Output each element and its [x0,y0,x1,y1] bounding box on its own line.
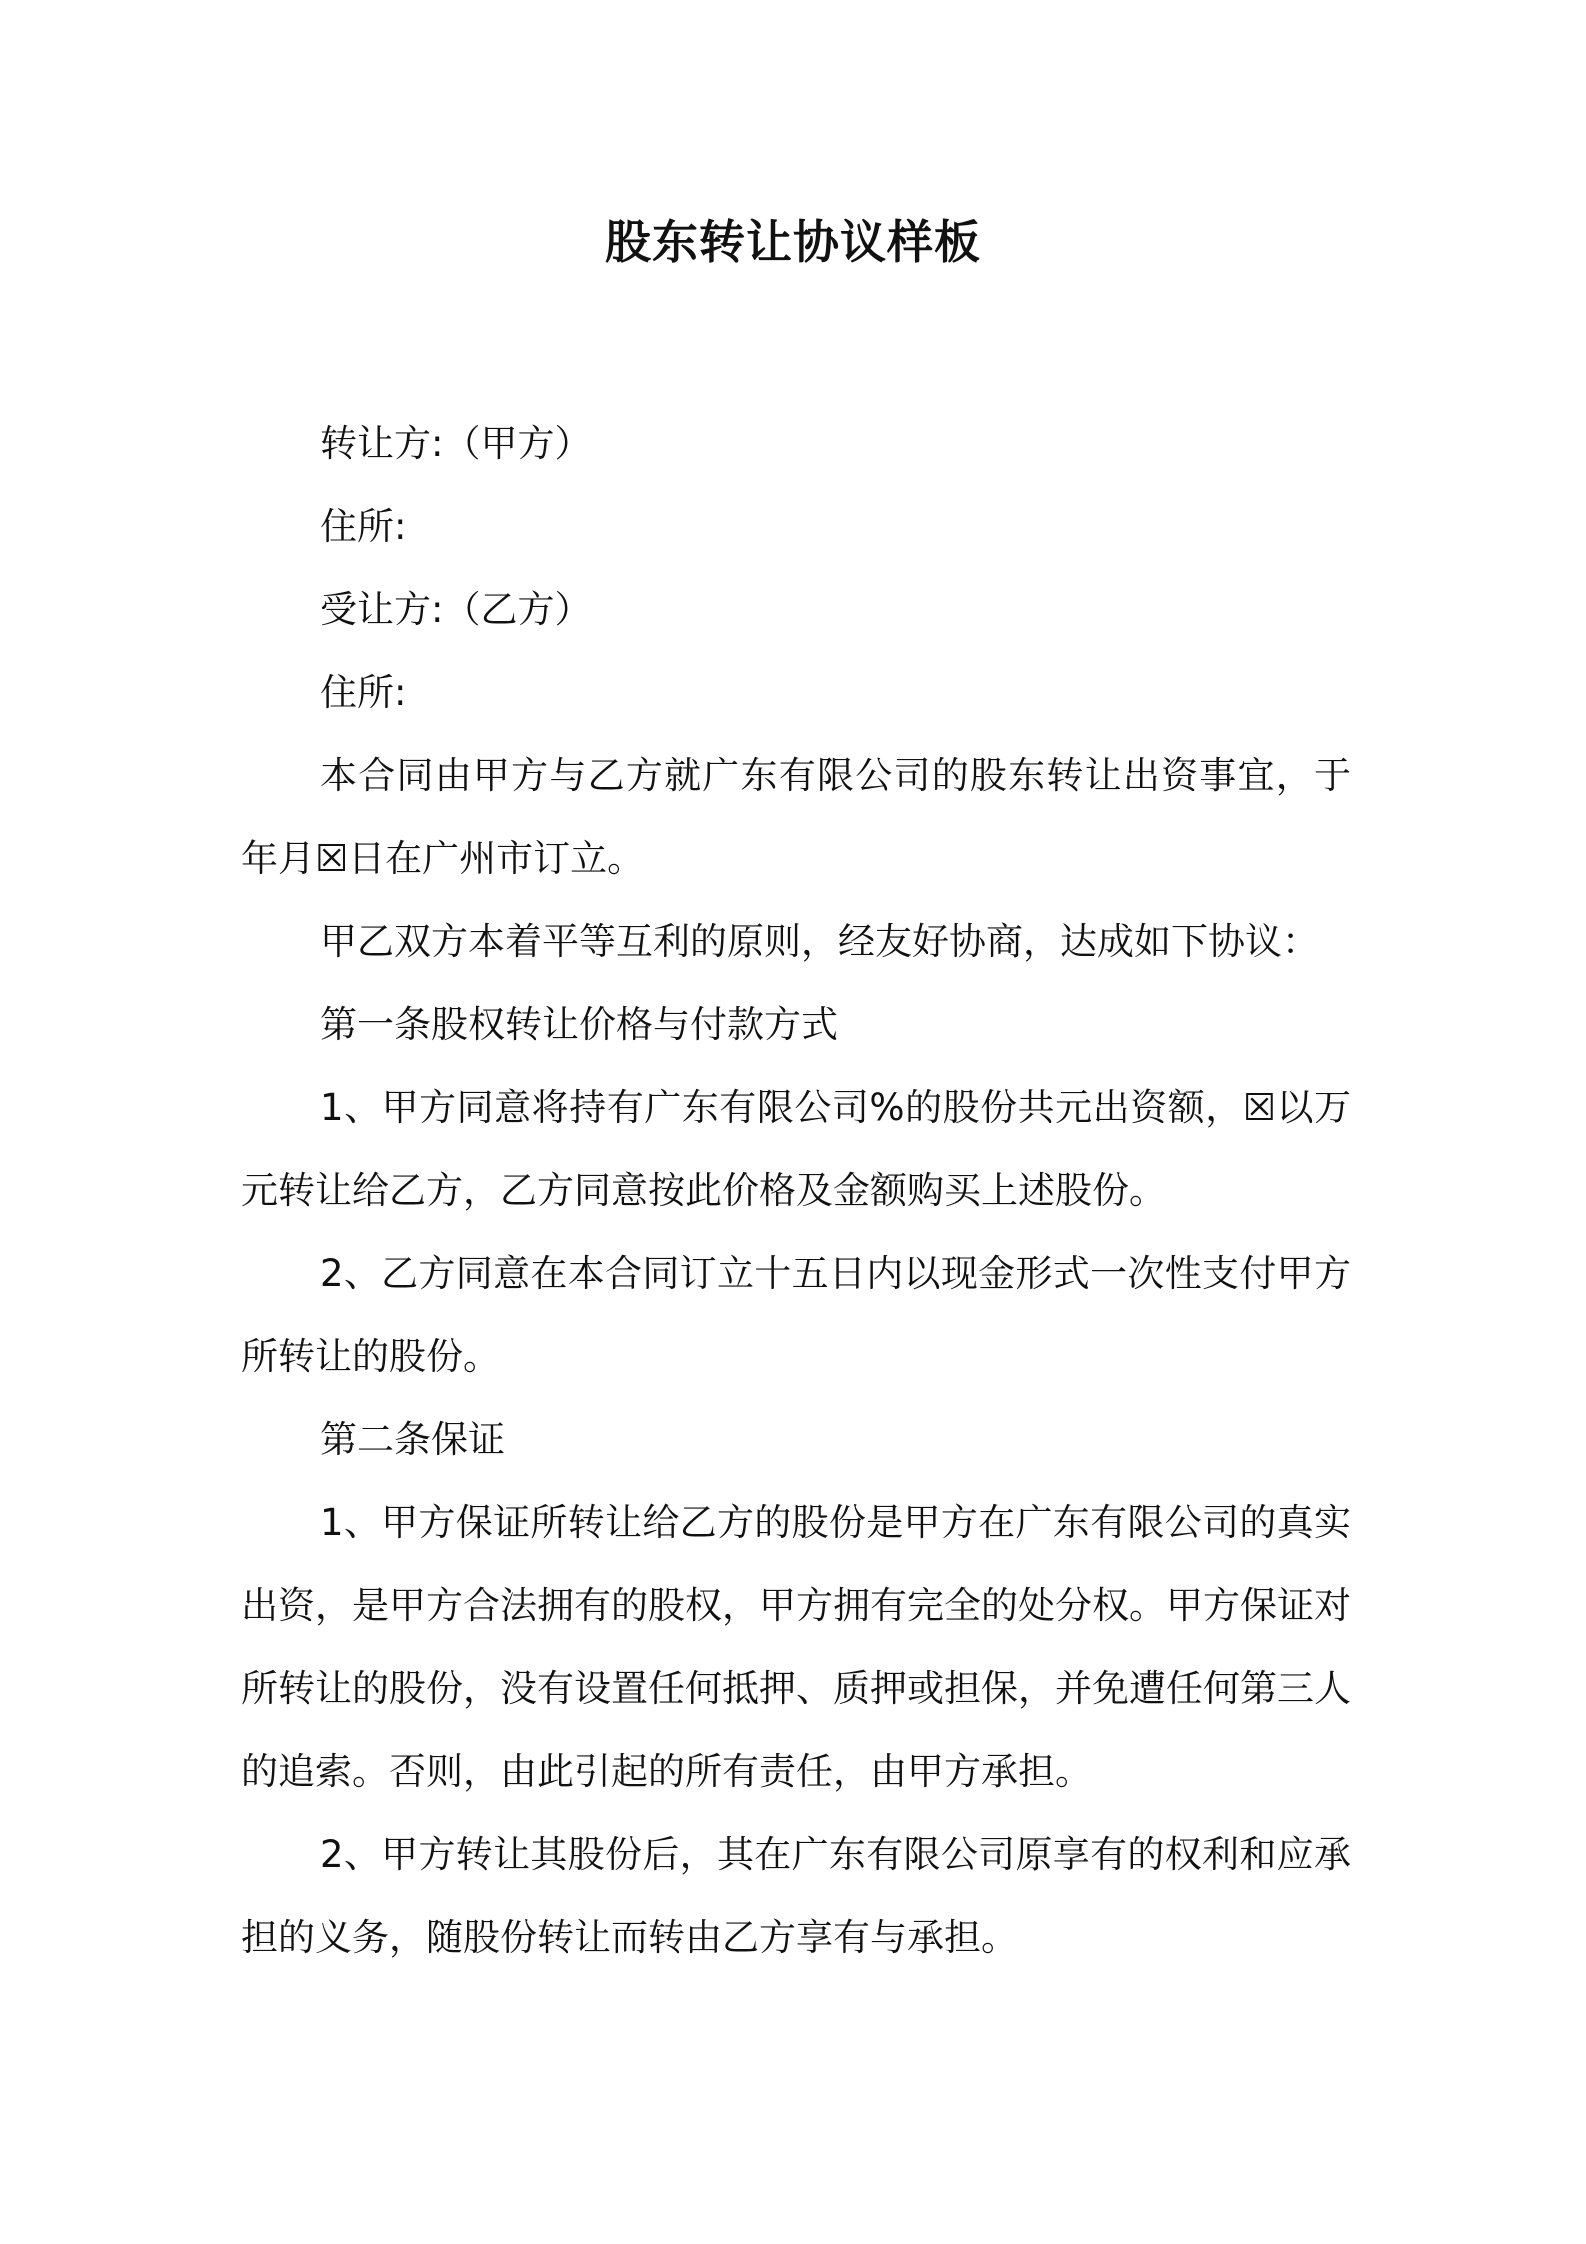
document-title: 股东转让协议样板 [605,215,981,269]
transferee-line: 受让方:（乙方） [320,588,592,631]
article-two-heading: 第二条保证 [320,1418,505,1461]
transferee-address-line: 住所: [320,671,407,714]
article-one-heading: 第一条股权转让价格与付款方式 [320,1003,838,1046]
article-two-item-2: 2、甲方转让其股份后，其在广东有限公司原享有的权利和应承担的义务，随股份转让而转由乙方享有与承担。 [241,1833,1351,1959]
article-one-item-1: 1、甲方同意将持有广东有限公司%的股份共元出资额，☒以万元转让给乙方，乙方同意按此价格及金额购买上述股份。 [241,1086,1351,1212]
transferor-address-line: 住所: [320,505,407,548]
article-one-item-2: 2、乙方同意在本合同订立十五日内以现金形式一次性支付甲方所转让的股份。 [241,1252,1351,1378]
contract-intro-paragraph: 本合同由甲方与乙方就广东有限公司的股东转让出资事宜，于年月☒日在广州市订立。 [241,754,1351,880]
transferor-line: 转让方:（甲方） [320,422,592,465]
agreement-principle-paragraph: 甲乙双方本着平等互利的原则，经友好协商，达成如下协议： [320,920,1319,963]
document-body [241,402,1351,1979]
article-two-item-1: 1、甲方保证所转让给乙方的股份是甲方在广东有限公司的真实出资，是甲方合法拥有的股权，甲方拥有完全的处分权。甲方保证对所转让的股份，没有设置任何抵押、质押或担保，并免遭任何第三人的追索。否则，由此引起的所有责任，由甲方承担。 [241,1501,1351,1793]
